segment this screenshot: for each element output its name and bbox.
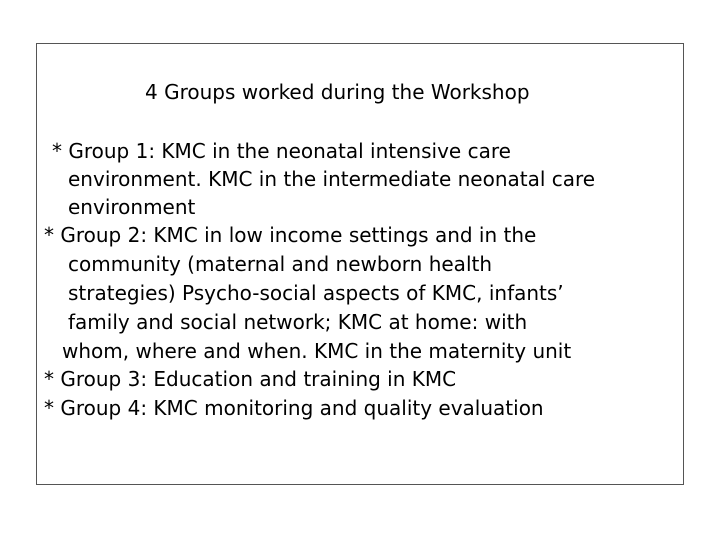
group-1-line-2: environment. KMC in the intermediate neonatal care [68,167,596,191]
group-4-line: * Group 4: KMC monitoring and quality evaluation [44,396,544,420]
group-1-line-3: environment [68,195,196,219]
group-2-line-4: family and social network; KMC at home: with [68,310,528,334]
group-2-line-5: whom, where and when. KMC in the maternity unit [62,339,572,363]
group-2-line-3: strategies) Psycho-social aspects of KMC, infants’ [68,281,564,305]
group-3-line: * Group 3: Education and training in KMC [44,367,457,391]
group-1-line-1: * Group 1: KMC in the neonatal intensive care [52,139,511,163]
group-2-line-1: * Group 2: KMC in low income settings and in the [44,223,537,247]
group-2-line-2: community (maternal and newborn health [68,252,493,276]
slide-title: 4 Groups worked during the Workshop [145,80,530,104]
